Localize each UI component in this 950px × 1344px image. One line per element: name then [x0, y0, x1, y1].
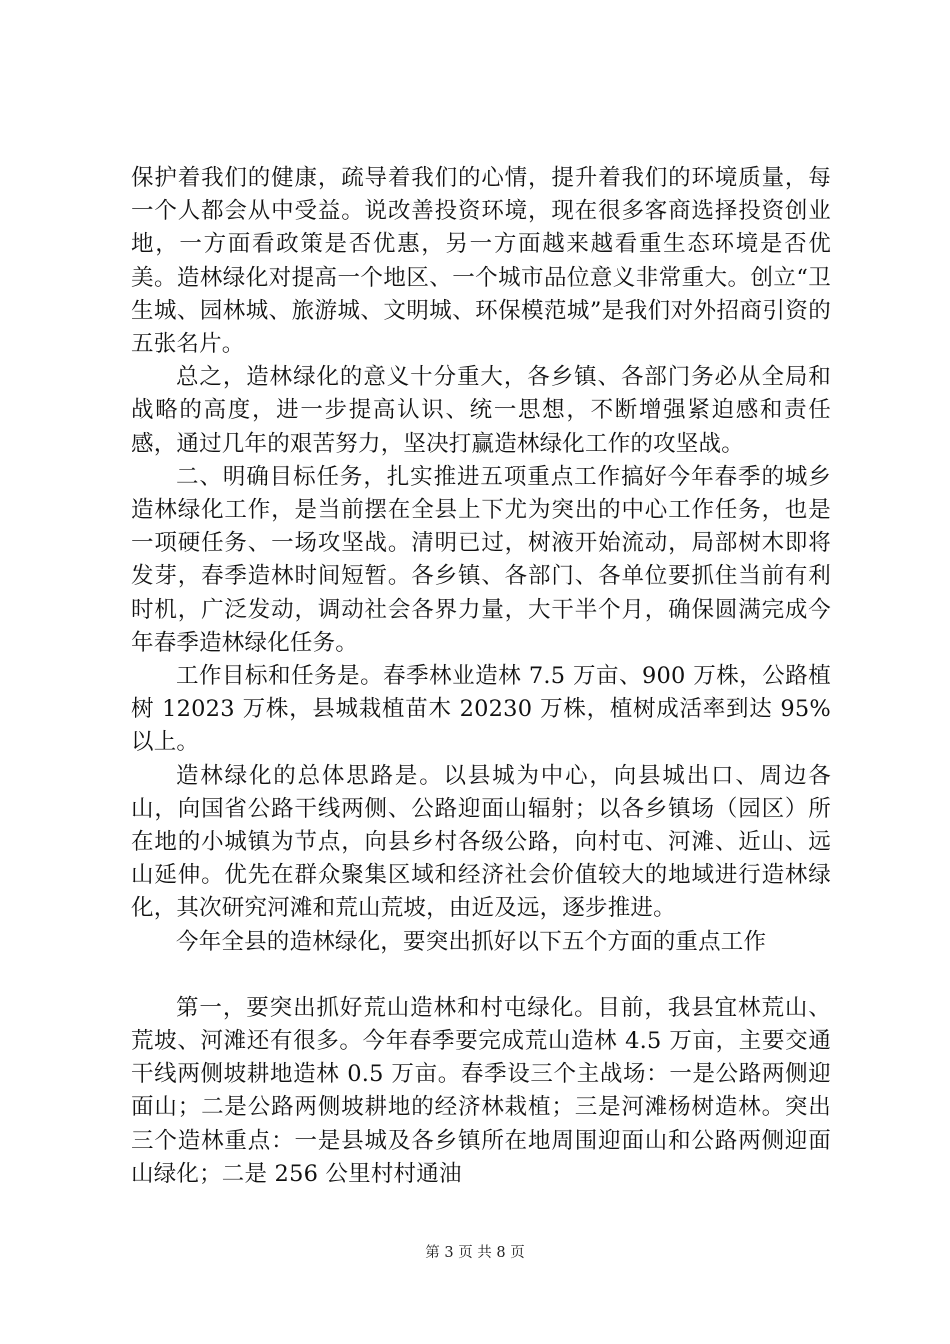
paragraph-6: 今年全县的造林绿化，要突出抓好以下五个方面的重点工作 — [176, 928, 767, 955]
paragraph-3: 二、明确目标任务，扎实推进五项重点工作搞好今年春季的城乡造林绿化工作，是当前摆在全县上下尤为突出的中心工作任务，也是一项硬任务、一场攻坚战。清明已过，树液开始流动，局部树木即将发芽，春季造林时间短暂。各乡镇、各部门、各单位要抓住当前有利时机，广泛发动，调动社会各界力量，大干半个月，确保圆满完成今年春季造林绿化任务。 — [131, 463, 831, 656]
paragraph-1: 保护着我们的健康，疏导着我们的心情，提升着我们的环境质量，每一个人都会从中受益。说改善投资环境，现在很多客商选择投资创业地，一方面看政策是否优惠，另一方面越来越看重生态环境是否优美。造林绿化对提高一个地区、一个城市品位意义非常重大。创立“卫生城、园林城、旅游城、文明城、环保模范城”是我们对外招商引资的五张名片。 — [131, 165, 831, 358]
paragraph-4: 工作目标和任务是。春季林业造林 7.5 万亩、900 万株，公路植树 12023 万株，县城栽植苗木 20230 万株，植树成活率到达 95%以上。 — [131, 663, 831, 756]
paragraph-5: 造林绿化的总体思路是。以县城为中心，向县城出口、周边各山，向国省公路干线两侧、公路迎面山辐射；以各乡镇场（园区）所在地的小城镇为节点，向县乡村各级公路，向村屯、河滩、近山、远山延伸。优先在群众聚集区域和经济社会价值较大的地域进行造林绿化，其次研究河滩和荒山荒坡，由近及远，逐步推进。 — [131, 762, 831, 922]
paragraph-2: 总之，造林绿化的意义十分重大，各乡镇、各部门务必从全局和战略的高度，进一步提高认识、统一思想，不断增强紧迫感和责任感，通过几年的艰苦努力，坚决打赢造林绿化工作的攻坚战。 — [131, 364, 831, 457]
page-footer: 第 3 页 共 8 页 — [425, 1245, 525, 1261]
paragraph-7: 第一，要突出抓好荒山造林和村屯绿化。目前，我县宜林荒山、荒坡、河滩还有很多。今年春季要完成荒山造林 4.5 万亩，主要交通干线两侧坡耕地造林 0.5 万亩。春季设三个主战场：一是公路两侧迎面山；二是公路两侧坡耕地的经济林栽植；三是河滩杨树造林。突出三个造林重点：一是县城及各乡镇所在地周围迎面山和公路两侧迎面山绿化；二是 256 公里村村通油 — [131, 994, 831, 1187]
paragraph-spacer — [131, 959, 831, 992]
document-body — [131, 162, 831, 1191]
